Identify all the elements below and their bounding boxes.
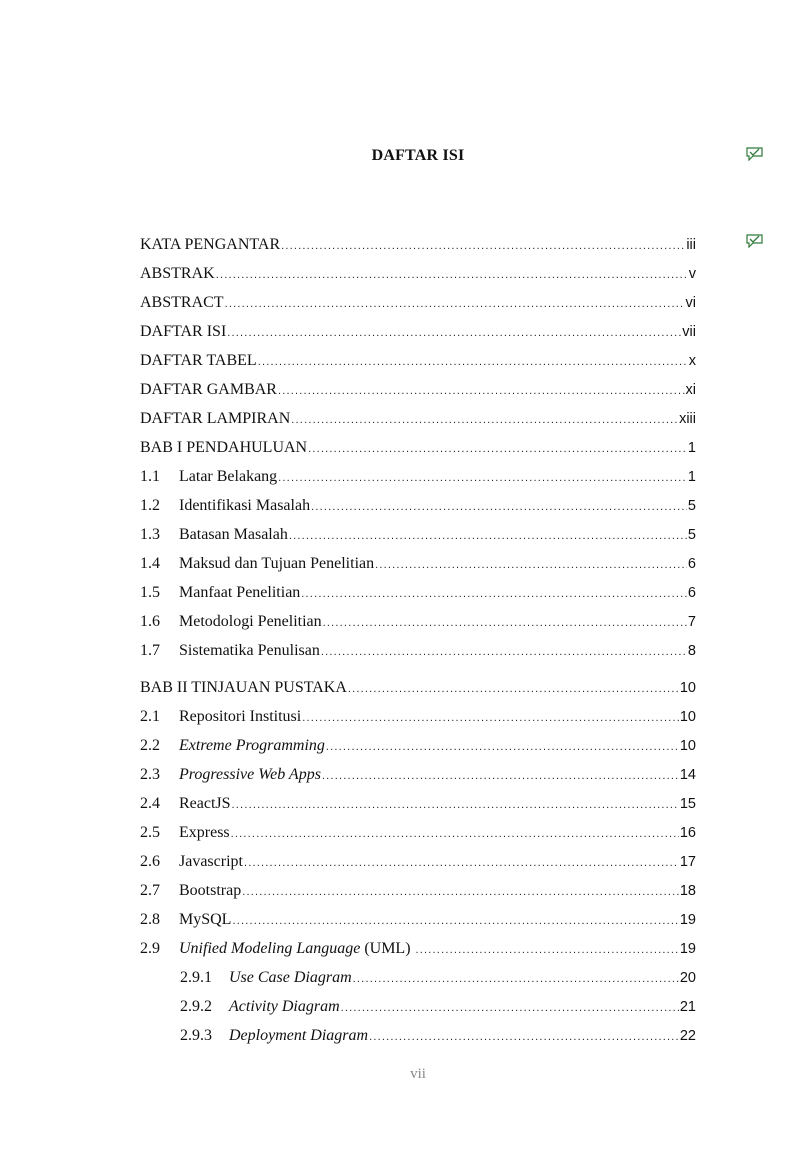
toc-entry-number: 2.3: [140, 766, 160, 783]
toc-entry[interactable]: [140, 234, 696, 256]
toc-entry-label: Identifikasi Masalah: [179, 497, 311, 514]
toc-entry-page: 17: [679, 854, 696, 870]
toc-dot-leader: [322, 765, 679, 786]
toc-entry[interactable]: [140, 938, 696, 960]
toc-entry[interactable]: [140, 793, 696, 815]
toc-entry-label: DAFTAR GAMBAR: [140, 381, 277, 398]
toc-entry[interactable]: [140, 677, 696, 699]
toc-dot-leader: [375, 554, 687, 575]
toc-entry-number: 1.4: [140, 555, 160, 572]
toc-dot-leader: [242, 881, 679, 902]
toc-entry-page: 1: [687, 469, 696, 485]
toc-entry-label: Extreme Programming: [179, 737, 325, 754]
toc-entry-page: xi: [685, 382, 696, 398]
toc-dot-leader: [353, 968, 679, 989]
toc-entry-page: x: [688, 353, 696, 369]
toc-entry[interactable]: [140, 582, 696, 604]
toc-entry-page: 10: [679, 738, 696, 754]
toc-entry[interactable]: [140, 851, 696, 873]
toc-entry[interactable]: [140, 437, 696, 459]
toc-entry-page: 10: [679, 709, 696, 725]
toc-entry-number: 1.1: [140, 468, 160, 485]
comment-icon[interactable]: [746, 147, 764, 161]
toc-entry-label: KATA PENGANTAR: [140, 236, 281, 253]
toc-dot-leader: [348, 678, 679, 699]
toc-entry-label: Unified Modeling Language: [179, 940, 361, 957]
toc-entry[interactable]: [140, 611, 696, 633]
toc-entry-page: 1: [687, 440, 696, 456]
toc-entry-number: 1.2: [140, 497, 160, 514]
toc-entry-label: Deployment Diagram: [229, 1027, 369, 1044]
toc-entry-label: ReactJS: [179, 795, 231, 812]
toc-entry-page: 15: [679, 796, 696, 812]
toc-entry-page: 21: [679, 999, 696, 1015]
toc-entry-page: 18: [679, 883, 696, 899]
toc-entry[interactable]: [140, 495, 696, 517]
toc-dot-leader: [227, 322, 681, 343]
toc-entry-page: vii: [682, 324, 696, 340]
toc-entry-number: 1.5: [140, 584, 160, 601]
toc-entry-number: 2.6: [140, 853, 160, 870]
toc-dot-leader: [278, 380, 685, 401]
toc-entry-label: Javascript: [179, 853, 243, 870]
toc-entry[interactable]: [140, 292, 696, 314]
toc-dot-leader: [291, 409, 678, 430]
toc-entry-number: 1.6: [140, 613, 160, 630]
toc-entry-label: Express: [179, 824, 230, 841]
toc-dot-leader: [216, 264, 688, 285]
toc-entry-label: Metodologi Penelitian: [179, 613, 322, 630]
toc-entry[interactable]: [140, 466, 696, 488]
page-title: DAFTAR ISI: [371, 147, 465, 164]
toc-dot-leader: [311, 496, 687, 517]
page-number: vii: [410, 1066, 426, 1082]
toc-dot-leader: [244, 852, 679, 873]
toc-dot-leader: [341, 997, 679, 1018]
toc-entry[interactable]: [140, 408, 696, 430]
toc-entry-label: ABSTRAK: [140, 265, 215, 282]
toc-entry-label: ABSTRACT: [140, 294, 224, 311]
toc-entry-page: xiii: [679, 411, 696, 427]
toc-dot-leader: [278, 467, 687, 488]
toc-entry-page: 5: [687, 498, 696, 514]
toc-dot-leader: [308, 438, 687, 459]
toc-dot-leader: [289, 525, 687, 546]
toc-entry-page: 19: [679, 912, 696, 928]
toc-entry-page: 19: [679, 941, 696, 957]
toc-entry-label: Sistematika Penulisan: [179, 642, 320, 659]
toc-entry-page: vi: [685, 295, 696, 311]
toc-entry-label: Manfaat Penelitian: [179, 584, 301, 601]
toc-entry-label: DAFTAR LAMPIRAN: [140, 410, 291, 427]
toc-entry-label: Progressive Web Apps: [179, 766, 321, 783]
toc-entry-label: Maksud dan Tujuan Penelitian: [179, 555, 375, 572]
toc-dot-leader: [302, 707, 679, 728]
toc-entry-label: Bootstrap: [179, 882, 242, 899]
toc-entry-label: MySQL: [179, 911, 232, 928]
toc-entry-page: 14: [679, 767, 696, 783]
toc-entry-page: v: [688, 266, 696, 282]
toc-entry[interactable]: [140, 379, 696, 401]
toc-entry-page: 6: [687, 556, 696, 572]
toc-entry[interactable]: [140, 822, 696, 844]
toc-entry-page: 10: [679, 680, 696, 696]
toc-dot-leader: [416, 939, 679, 960]
toc-entry-label: DAFTAR TABEL: [140, 352, 257, 369]
toc-entry-page: 8: [687, 643, 696, 659]
toc-entry-number: 2.7: [140, 882, 160, 899]
toc-dot-leader: [258, 351, 688, 372]
toc-entry-label: Latar Belakang: [179, 468, 278, 485]
toc-entry[interactable]: [180, 967, 696, 989]
toc-entry-label: DAFTAR ISI: [140, 323, 227, 340]
toc-entry-label: BAB II TINJAUAN PUSTAKA: [140, 679, 347, 696]
toc-dot-leader: [323, 612, 687, 633]
toc-entry[interactable]: [180, 996, 696, 1018]
toc-entry[interactable]: [140, 553, 696, 575]
toc-dot-leader: [369, 1026, 679, 1047]
toc-entry[interactable]: [140, 640, 696, 662]
toc-entry-number: 2.9.1: [180, 969, 212, 986]
toc-entry-page: iii: [686, 237, 696, 253]
toc-entry[interactable]: [140, 263, 696, 285]
toc-entry-page: 20: [679, 970, 696, 986]
toc-dot-leader: [281, 235, 685, 256]
toc-entry[interactable]: [140, 706, 696, 728]
toc-entry-number: 2.2: [140, 737, 160, 754]
toc-entry-number: 2.4: [140, 795, 160, 812]
toc-entry[interactable]: [180, 1025, 696, 1047]
toc-entry-number: 2.5: [140, 824, 160, 841]
toc-entry-number: 2.9.3: [180, 1027, 212, 1044]
toc-entry[interactable]: [140, 350, 696, 372]
comment-icon[interactable]: [746, 234, 764, 248]
toc-entry-label: Repositori Institusi: [179, 708, 302, 725]
toc-dot-leader: [301, 583, 687, 604]
toc-dot-leader: [321, 641, 687, 662]
toc-entry-number: 2.1: [140, 708, 160, 725]
toc-entry-label: Batasan Masalah: [179, 526, 288, 543]
toc-entry-number: 1.7: [140, 642, 160, 659]
toc-entry-label-suffix: (UML): [360, 940, 415, 957]
toc-entry-page: 22: [679, 1028, 696, 1044]
toc-entry-number: 2.9.2: [180, 998, 212, 1015]
toc-entry-label: BAB I PENDAHULUAN: [140, 439, 308, 456]
toc-entry-page: 16: [679, 825, 696, 841]
toc-entry[interactable]: [140, 524, 696, 546]
toc-entry-label: Use Case Diagram: [229, 969, 352, 986]
toc-entry-page: 5: [687, 527, 696, 543]
toc-entry[interactable]: [140, 764, 696, 786]
toc-dot-leader: [225, 293, 685, 314]
toc-entry-label: Activity Diagram: [229, 998, 340, 1015]
toc-entry-number: 1.3: [140, 526, 160, 543]
toc-entry-page: 7: [687, 614, 696, 630]
toc-entry[interactable]: [140, 321, 696, 343]
toc-dot-leader: [326, 736, 679, 757]
toc-entry-number: 2.9: [140, 940, 160, 957]
toc-dot-leader: [232, 910, 678, 931]
toc-entry-page: 6: [687, 585, 696, 601]
toc-entry[interactable]: [140, 909, 696, 931]
toc-entry-number: 2.8: [140, 911, 160, 928]
toc-dot-leader: [231, 823, 679, 844]
toc-entry[interactable]: [140, 735, 696, 757]
toc-dot-leader: [232, 794, 679, 815]
toc-entry[interactable]: [140, 880, 696, 902]
